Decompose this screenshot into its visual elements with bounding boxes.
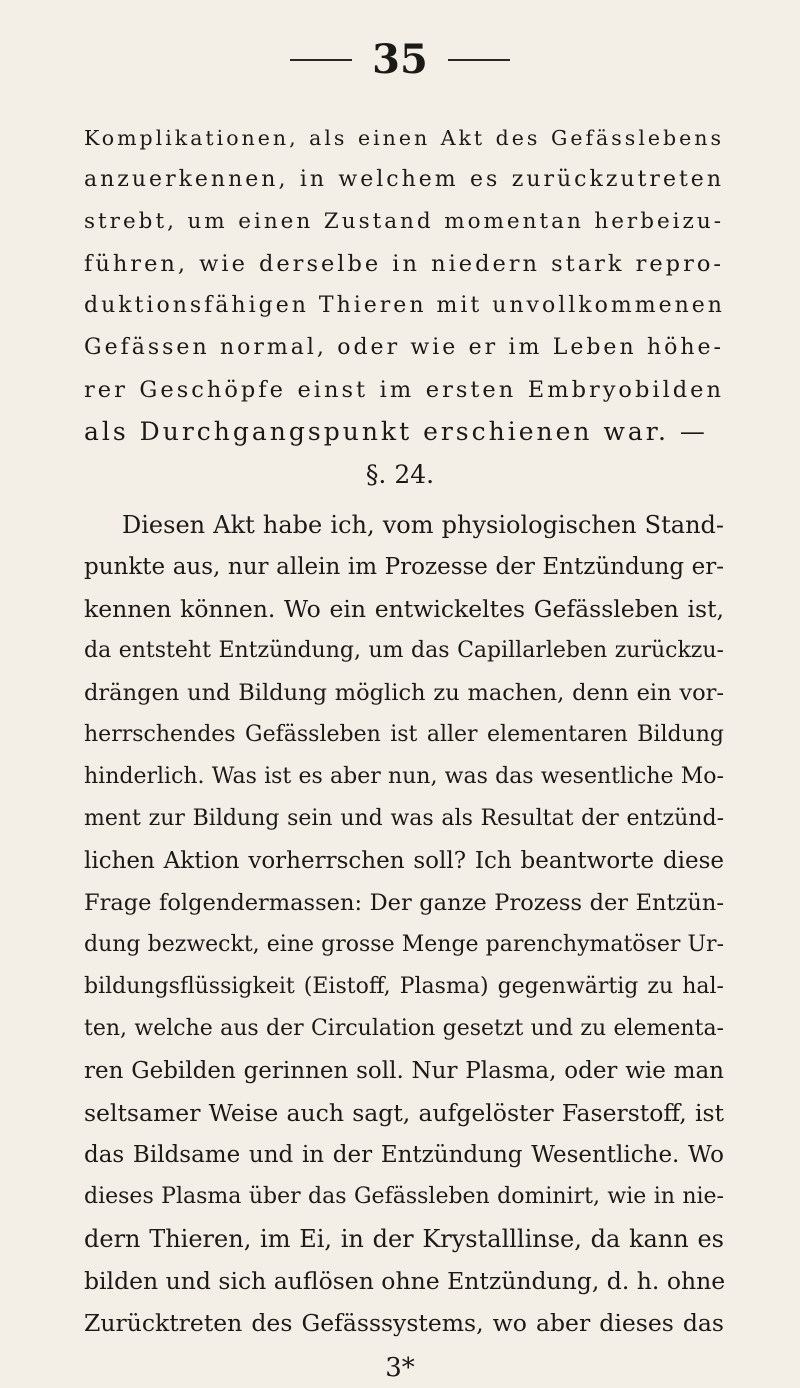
text-line: Zurücktreten des Gefässsystems, wo aber dieses das [84,1309,724,1337]
text-line: kennen können. Wo ein entwickeltes Gefässleben ist, [84,595,724,623]
text-line: duktionsfähigen Thieren mit unvollkommenen [84,293,725,318]
text-line: rer Geschöpfe einst im ersten Embryobilden [84,377,724,403]
text-line: Komplikationen, als einen Akt des Gefässlebens [84,126,724,150]
header-rule-right [448,59,510,61]
text-line: punkte aus, nur allein im Prozesse der Entzündung er- [84,554,724,580]
text-line: Diesen Akt habe ich, vom physiologischen Stand- [122,511,724,539]
text-line: dieses Plasma über das Gefässleben dominirt, wie in nie- [84,1184,724,1209]
text-line: seltsamer Weise auch sagt, aufgelöster Faserstoff, ist [84,1099,724,1127]
text-line: lichen Aktion vorherrschen soll? Ich beantworte diese [84,848,724,874]
text-line: herrschendes Gefässleben ist aller elementaren Bildung [84,722,724,747]
text-line: das Bildsame und in der Entzündung Wesentliche. Wo [84,1142,724,1168]
text-line: strebt, um einen Zustand momentan herbeizu- [84,209,724,234]
text-line: bildungsflüssigkeit (Eistoff, Plasma) gegenwärtig zu hal- [84,974,724,999]
text-line: ten, welche aus der Circulation gesetzt und zu elementa- [84,1016,724,1041]
text-line: hinderlich. Was ist es aber nun, was das wesentliche Mo- [84,764,724,789]
text-line: dung bezweckt, eine grosse Menge parenchymatöser Ur- [84,932,724,957]
header-rule-left [290,59,352,61]
section-heading: §. 24. [365,460,435,489]
text-line: dern Thieren, im Ei, in der Krystalllinse, da kann es [84,1225,724,1253]
text-line: da entsteht Entzündung, um das Capillarleben zurückzu- [84,638,724,663]
page-header [0,38,800,82]
signature-mark: 3* [385,1353,415,1383]
text-line: führen, wie derselbe in niedern stark repro- [84,251,724,277]
text-line: bilden und sich auflösen ohne Entzündung, d. h. ohne [84,1267,726,1295]
text-line: Frage folgendermassen: Der ganze Prozess der Entzün- [84,890,724,916]
text-line: ment zur Bildung sein und was als Resultat der entzünd- [84,806,724,831]
page-number: 35 [372,36,428,83]
text-line: ren Gebilden gerinnen soll. Nur Plasma, oder wie man [84,1058,724,1084]
text-line: Gefässen normal, oder wie er im Leben höhe- [84,335,724,360]
text-line: als Durchgangspunkt erschienen war. — [84,417,708,446]
text-line: anzuerkennen, in welchem es zurückzutreten [84,167,724,192]
text-line: drängen und Bildung möglich zu machen, denn ein vor- [84,680,724,706]
